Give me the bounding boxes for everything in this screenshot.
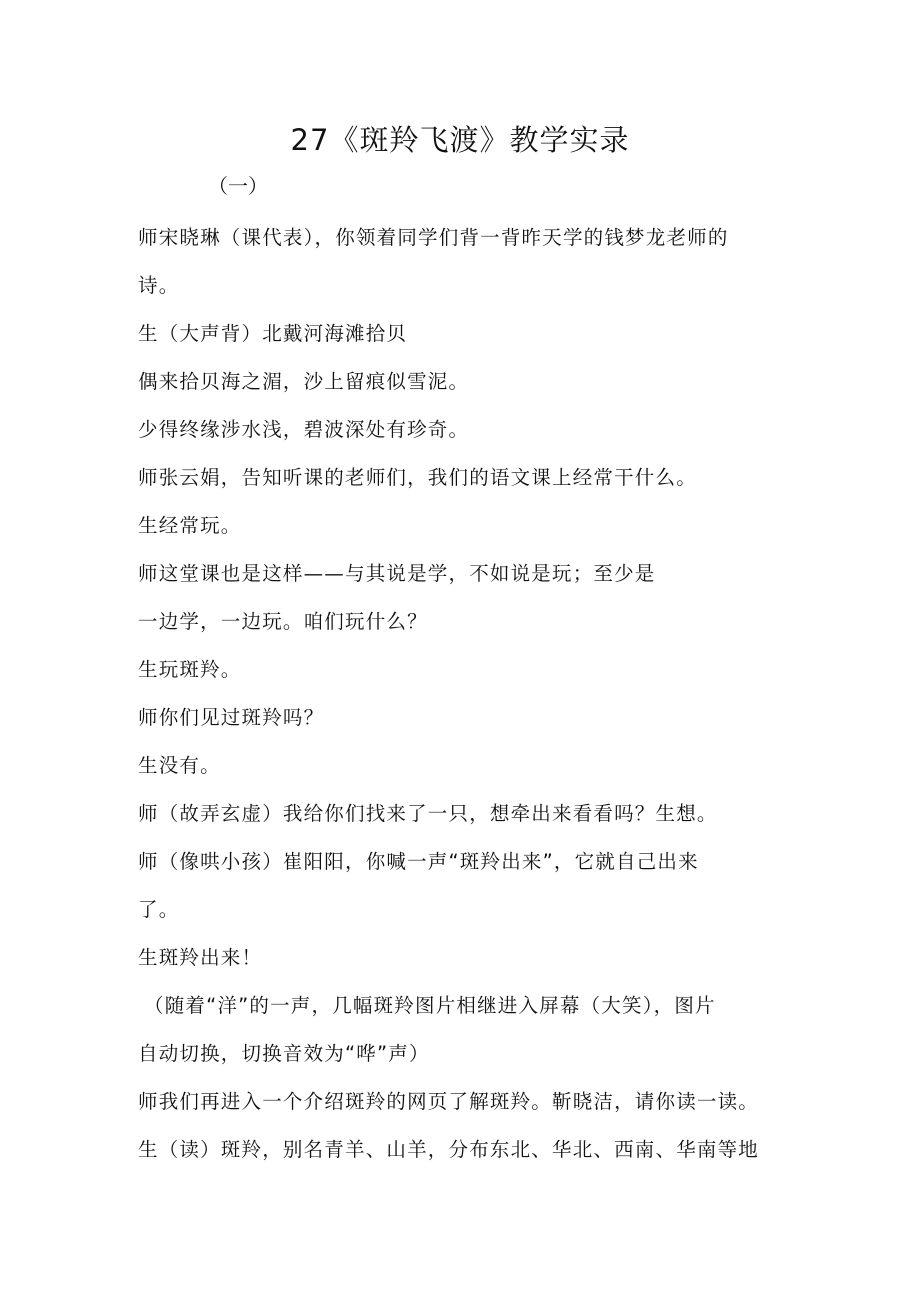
text-line: 师你们见过斑羚吗？ [138,706,325,729]
text-line: 生玩斑羚。 [138,658,242,681]
text-line: 偶来拾贝海之湄，沙上留痕似雪泥。 [138,370,470,393]
text-line: 师我们再进入一个介绍斑羚的网页了解斑羚。靳晓洁，请你读一读。 [138,1090,760,1113]
text-line: 生（大声背）北戴河海滩拾贝 [138,322,408,345]
text-line: 少得终缘涉水浅，碧波深处有珍奇。 [138,418,470,441]
text-line: 了。 [138,898,180,921]
text-line: 生经常玩。 [138,514,242,537]
text-line: 生没有。 [138,754,221,777]
section-heading: （一） [208,174,268,198]
text-line: （随着“洋”的一声，几幅斑羚图片相继进入屏幕（大笑），图片 [144,994,716,1017]
text-line: 师这堂课也是这样——与其说是学，不如说是玩；至少是 [138,562,656,585]
text-line: 生（读）斑羚，别名青羊、山羊，分布东北、华北、西南、华南等地 [138,1138,760,1161]
text-line: 师宋晓琳（课代表），你领着同学们背一背昨天学的钱梦龙老师的 [138,226,729,249]
text-line: 一边学，一边玩。咱们玩什么？ [138,610,428,633]
text-line: 师（像哄小孩）崔阳阳，你喊一声“斑羚出来”，它就自己出来 [138,850,699,873]
text-line: 自动切换，切换音效为“哗”声） [138,1042,430,1065]
text-line: 师张云娟，告知听课的老师们，我们的语文课上经常干什么。 [138,466,697,489]
text-line: 生斑羚出来！ [138,946,263,969]
document-title: 27《斑羚飞渡》教学实录 [290,123,630,157]
text-line: 师（故弄玄虚）我给你们找来了一只，想牵出来看看吗？生想。 [138,802,718,825]
text-line: 诗。 [138,274,180,297]
